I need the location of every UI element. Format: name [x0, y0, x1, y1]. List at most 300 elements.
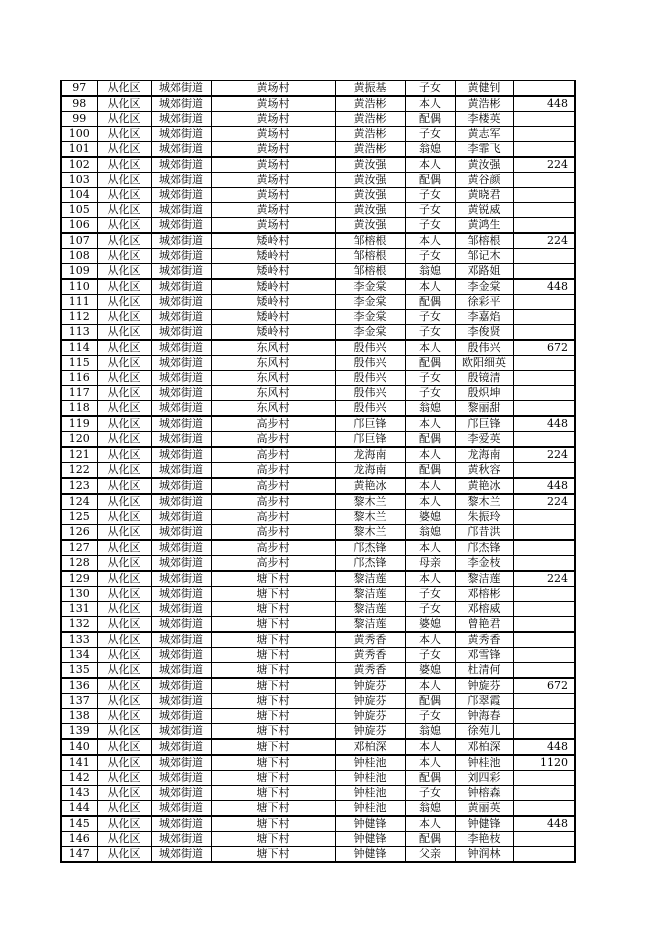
household-head-cell: 李金棠 [335, 295, 405, 310]
district-cell: 从化区 [97, 648, 151, 663]
amount-cell: 224 [513, 233, 575, 249]
district-cell: 从化区 [97, 525, 151, 541]
member-name-cell: 殷伟兴 [455, 340, 513, 356]
row-number: 99 [61, 112, 97, 127]
member-name-cell: 钟榕森 [455, 786, 513, 801]
street-cell: 城郊街道 [151, 264, 211, 280]
row-number: 104 [61, 188, 97, 203]
amount-cell [513, 632, 575, 648]
row-number: 106 [61, 218, 97, 234]
district-cell: 从化区 [97, 96, 151, 112]
table-row [61, 142, 575, 158]
relation-cell: 本人 [405, 632, 455, 648]
table-row [61, 249, 575, 264]
household-head-cell: 黄汝强 [335, 188, 405, 203]
amount-cell [513, 510, 575, 525]
table-row [61, 709, 575, 724]
household-head-cell: 钟健锋 [335, 816, 405, 832]
household-head-cell: 黎洁莲 [335, 617, 405, 633]
relation-cell: 翁媳 [405, 264, 455, 280]
row-number: 129 [61, 571, 97, 587]
household-head-cell: 李金棠 [335, 310, 405, 325]
row-number: 146 [61, 832, 97, 847]
village-cell: 东风村 [211, 386, 335, 401]
amount-cell: 448 [513, 739, 575, 755]
street-cell: 城郊街道 [151, 540, 211, 556]
village-cell: 塘下村 [211, 587, 335, 602]
member-name-cell: 邓榕彬 [455, 587, 513, 602]
member-name-cell: 黄锐威 [455, 203, 513, 218]
street-cell: 城郊街道 [151, 602, 211, 617]
village-cell: 高步村 [211, 447, 335, 463]
village-cell: 高步村 [211, 494, 335, 510]
household-head-cell: 黄振基 [335, 81, 405, 97]
district-cell: 从化区 [97, 233, 151, 249]
street-cell: 城郊街道 [151, 632, 211, 648]
relation-cell: 子女 [405, 218, 455, 234]
relation-cell: 子女 [405, 203, 455, 218]
household-head-cell: 钟桂池 [335, 786, 405, 801]
amount-cell [513, 540, 575, 556]
amount-cell [513, 295, 575, 310]
district-cell: 从化区 [97, 739, 151, 755]
household-head-cell: 黄汝强 [335, 173, 405, 188]
village-cell: 黄场村 [211, 203, 335, 218]
amount-cell [513, 401, 575, 417]
household-head-cell: 钟桂池 [335, 755, 405, 771]
row-number: 139 [61, 724, 97, 740]
amount-cell [513, 81, 575, 97]
district-cell: 从化区 [97, 401, 151, 417]
table-row [61, 678, 575, 694]
table-row [61, 81, 575, 97]
village-cell: 塘下村 [211, 602, 335, 617]
household-head-cell: 龙海南 [335, 463, 405, 479]
row-number: 116 [61, 371, 97, 386]
table-row [61, 556, 575, 572]
row-number: 136 [61, 678, 97, 694]
row-number: 147 [61, 847, 97, 863]
street-cell: 城郊街道 [151, 755, 211, 771]
district-cell: 从化区 [97, 632, 151, 648]
village-cell: 塘下村 [211, 755, 335, 771]
row-number: 108 [61, 249, 97, 264]
village-cell: 矮岭村 [211, 325, 335, 341]
district-cell: 从化区 [97, 295, 151, 310]
member-name-cell: 黄秀香 [455, 632, 513, 648]
row-number: 138 [61, 709, 97, 724]
street-cell: 城郊街道 [151, 678, 211, 694]
district-cell: 从化区 [97, 325, 151, 341]
village-cell: 黄场村 [211, 188, 335, 203]
district-cell: 从化区 [97, 386, 151, 401]
member-name-cell: 杜清何 [455, 663, 513, 679]
district-cell: 从化区 [97, 463, 151, 479]
relation-cell: 子女 [405, 127, 455, 142]
district-cell: 从化区 [97, 188, 151, 203]
relation-cell: 翁媳 [405, 724, 455, 740]
household-head-cell: 钟旋芬 [335, 678, 405, 694]
relation-cell: 本人 [405, 540, 455, 556]
table-row [61, 648, 575, 663]
district-cell: 从化区 [97, 203, 151, 218]
household-head-cell: 黄浩彬 [335, 127, 405, 142]
table-row [61, 724, 575, 740]
district-cell: 从化区 [97, 142, 151, 158]
relation-cell: 子女 [405, 786, 455, 801]
member-name-cell: 邝翠霞 [455, 694, 513, 709]
amount-cell [513, 356, 575, 371]
village-cell: 黄场村 [211, 157, 335, 173]
street-cell: 城郊街道 [151, 188, 211, 203]
row-number: 113 [61, 325, 97, 341]
village-cell: 塘下村 [211, 709, 335, 724]
table-row [61, 739, 575, 755]
relation-cell: 本人 [405, 233, 455, 249]
street-cell: 城郊街道 [151, 340, 211, 356]
street-cell: 城郊街道 [151, 694, 211, 709]
member-name-cell: 徐苑儿 [455, 724, 513, 740]
district-cell: 从化区 [97, 510, 151, 525]
district-cell: 从化区 [97, 173, 151, 188]
member-name-cell: 殷炽坤 [455, 386, 513, 401]
amount-cell [513, 847, 575, 863]
member-name-cell: 邝杰锋 [455, 540, 513, 556]
table-row [61, 310, 575, 325]
table-row [61, 432, 575, 448]
district-cell: 从化区 [97, 663, 151, 679]
relation-cell: 子女 [405, 325, 455, 341]
member-name-cell: 曾艳君 [455, 617, 513, 633]
member-name-cell: 李艳枝 [455, 832, 513, 847]
relation-cell: 子女 [405, 188, 455, 203]
relation-cell: 子女 [405, 386, 455, 401]
street-cell: 城郊街道 [151, 739, 211, 755]
row-number: 144 [61, 801, 97, 817]
street-cell: 城郊街道 [151, 203, 211, 218]
member-name-cell: 邓路姐 [455, 264, 513, 280]
street-cell: 城郊街道 [151, 832, 211, 847]
street-cell: 城郊街道 [151, 295, 211, 310]
district-cell: 从化区 [97, 771, 151, 786]
household-head-cell: 黎洁莲 [335, 587, 405, 602]
table-row [61, 540, 575, 556]
table-row [61, 632, 575, 648]
member-name-cell: 徐彩平 [455, 295, 513, 310]
row-number: 142 [61, 771, 97, 786]
street-cell: 城郊街道 [151, 816, 211, 832]
relation-cell: 子女 [405, 602, 455, 617]
relation-cell: 本人 [405, 478, 455, 494]
amount-cell: 672 [513, 678, 575, 694]
village-cell: 塘下村 [211, 724, 335, 740]
district-cell: 从化区 [97, 617, 151, 633]
village-cell: 塘下村 [211, 617, 335, 633]
street-cell: 城郊街道 [151, 525, 211, 541]
street-cell: 城郊街道 [151, 771, 211, 786]
row-number: 141 [61, 755, 97, 771]
member-name-cell: 黄志军 [455, 127, 513, 142]
village-cell: 塘下村 [211, 786, 335, 801]
village-cell: 高步村 [211, 432, 335, 448]
village-cell: 高步村 [211, 510, 335, 525]
table-row [61, 617, 575, 633]
row-number: 102 [61, 157, 97, 173]
member-name-cell: 钟桂池 [455, 755, 513, 771]
district-cell: 从化区 [97, 786, 151, 801]
row-number: 130 [61, 587, 97, 602]
row-number: 105 [61, 203, 97, 218]
district-cell: 从化区 [97, 494, 151, 510]
relation-cell: 本人 [405, 739, 455, 755]
district-cell: 从化区 [97, 709, 151, 724]
street-cell: 城郊街道 [151, 463, 211, 479]
amount-cell [513, 218, 575, 234]
street-cell: 城郊街道 [151, 432, 211, 448]
relation-cell: 配偶 [405, 173, 455, 188]
relation-cell: 配偶 [405, 832, 455, 847]
relation-cell: 本人 [405, 340, 455, 356]
district-cell: 从化区 [97, 755, 151, 771]
household-head-cell: 黄秀香 [335, 648, 405, 663]
table-row [61, 96, 575, 112]
street-cell: 城郊街道 [151, 663, 211, 679]
row-number: 97 [61, 81, 97, 97]
village-cell: 塘下村 [211, 816, 335, 832]
street-cell: 城郊街道 [151, 447, 211, 463]
district-cell: 从化区 [97, 724, 151, 740]
street-cell: 城郊街道 [151, 801, 211, 817]
amount-cell: 224 [513, 447, 575, 463]
household-head-cell: 钟桂池 [335, 771, 405, 786]
district-cell: 从化区 [97, 264, 151, 280]
member-name-cell: 黄谷颜 [455, 173, 513, 188]
household-head-cell: 邹榕根 [335, 264, 405, 280]
village-cell: 黄场村 [211, 96, 335, 112]
relation-cell: 本人 [405, 157, 455, 173]
member-name-cell: 刘四彩 [455, 771, 513, 786]
village-cell: 矮岭村 [211, 233, 335, 249]
village-cell: 东风村 [211, 401, 335, 417]
street-cell: 城郊街道 [151, 325, 211, 341]
table-row [61, 295, 575, 310]
amount-cell [513, 525, 575, 541]
table-body [61, 81, 575, 863]
amount-cell [513, 310, 575, 325]
amount-cell: 672 [513, 340, 575, 356]
household-head-cell: 殷伟兴 [335, 386, 405, 401]
relation-cell: 本人 [405, 447, 455, 463]
district-cell: 从化区 [97, 249, 151, 264]
district-cell: 从化区 [97, 81, 151, 97]
village-cell: 塘下村 [211, 678, 335, 694]
household-head-cell: 黎洁莲 [335, 602, 405, 617]
row-number: 110 [61, 279, 97, 295]
street-cell: 城郊街道 [151, 157, 211, 173]
street-cell: 城郊街道 [151, 249, 211, 264]
district-cell: 从化区 [97, 112, 151, 127]
street-cell: 城郊街道 [151, 709, 211, 724]
village-cell: 黄场村 [211, 142, 335, 158]
household-head-cell: 钟旋芬 [335, 724, 405, 740]
table-row [61, 816, 575, 832]
street-cell: 城郊街道 [151, 96, 211, 112]
row-number: 115 [61, 356, 97, 371]
row-number: 137 [61, 694, 97, 709]
household-head-cell: 邝巨锋 [335, 416, 405, 432]
table-row [61, 801, 575, 817]
member-name-cell: 钟海春 [455, 709, 513, 724]
street-cell: 城郊街道 [151, 847, 211, 863]
household-head-cell: 黄浩彬 [335, 142, 405, 158]
amount-cell [513, 142, 575, 158]
relation-cell: 配偶 [405, 295, 455, 310]
relation-cell: 配偶 [405, 112, 455, 127]
row-number: 123 [61, 478, 97, 494]
relation-cell: 配偶 [405, 463, 455, 479]
district-cell: 从化区 [97, 571, 151, 587]
table-row [61, 218, 575, 234]
amount-cell [513, 173, 575, 188]
member-name-cell: 黄丽英 [455, 801, 513, 817]
village-cell: 黄场村 [211, 173, 335, 188]
village-cell: 黄场村 [211, 127, 335, 142]
street-cell: 城郊街道 [151, 648, 211, 663]
table-row [61, 663, 575, 679]
district-cell: 从化区 [97, 832, 151, 847]
household-head-cell: 龙海南 [335, 447, 405, 463]
table-row [61, 279, 575, 295]
village-cell: 塘下村 [211, 771, 335, 786]
relation-cell: 子女 [405, 648, 455, 663]
amount-cell [513, 832, 575, 847]
row-number: 135 [61, 663, 97, 679]
district-cell: 从化区 [97, 602, 151, 617]
household-head-cell: 殷伟兴 [335, 371, 405, 386]
relation-cell: 本人 [405, 755, 455, 771]
street-cell: 城郊街道 [151, 218, 211, 234]
member-name-cell: 钟润林 [455, 847, 513, 863]
household-head-cell: 黄汝强 [335, 157, 405, 173]
household-head-cell: 黄汝强 [335, 203, 405, 218]
member-name-cell: 黄鸿生 [455, 218, 513, 234]
relation-cell: 本人 [405, 96, 455, 112]
amount-cell: 448 [513, 279, 575, 295]
table-row [61, 112, 575, 127]
row-number: 103 [61, 173, 97, 188]
household-head-cell: 邝杰锋 [335, 540, 405, 556]
household-head-cell: 李金棠 [335, 279, 405, 295]
street-cell: 城郊街道 [151, 617, 211, 633]
district-cell: 从化区 [97, 127, 151, 142]
street-cell: 城郊街道 [151, 401, 211, 417]
member-name-cell: 殷镜清 [455, 371, 513, 386]
member-name-cell: 黄秋容 [455, 463, 513, 479]
district-cell: 从化区 [97, 310, 151, 325]
amount-cell [513, 663, 575, 679]
member-name-cell: 李霏飞 [455, 142, 513, 158]
relation-cell: 翁媳 [405, 525, 455, 541]
member-name-cell: 邓雪锋 [455, 648, 513, 663]
village-cell: 黄场村 [211, 112, 335, 127]
table-row [61, 340, 575, 356]
member-name-cell: 黎洁莲 [455, 571, 513, 587]
amount-cell [513, 112, 575, 127]
amount-cell [513, 203, 575, 218]
street-cell: 城郊街道 [151, 356, 211, 371]
table-row [61, 525, 575, 541]
table-row [61, 416, 575, 432]
amount-cell [513, 587, 575, 602]
relation-cell: 翁媳 [405, 401, 455, 417]
member-name-cell: 龙海南 [455, 447, 513, 463]
amount-cell: 448 [513, 816, 575, 832]
relation-cell: 母亲 [405, 556, 455, 572]
amount-cell: 448 [513, 478, 575, 494]
row-number: 114 [61, 340, 97, 356]
household-head-cell: 黎木兰 [335, 510, 405, 525]
row-number: 100 [61, 127, 97, 142]
relation-cell: 本人 [405, 571, 455, 587]
district-cell: 从化区 [97, 447, 151, 463]
household-head-cell: 黄浩彬 [335, 112, 405, 127]
table-row [61, 463, 575, 479]
district-cell: 从化区 [97, 801, 151, 817]
row-number: 98 [61, 96, 97, 112]
relation-cell: 配偶 [405, 694, 455, 709]
table-row [61, 264, 575, 280]
member-name-cell: 黄汝强 [455, 157, 513, 173]
member-name-cell: 李楼英 [455, 112, 513, 127]
relation-cell: 子女 [405, 587, 455, 602]
household-head-cell: 钟健锋 [335, 832, 405, 847]
village-cell: 高步村 [211, 556, 335, 572]
amount-cell: 448 [513, 416, 575, 432]
row-number: 118 [61, 401, 97, 417]
street-cell: 城郊街道 [151, 587, 211, 602]
relation-cell: 子女 [405, 709, 455, 724]
table-row [61, 771, 575, 786]
household-head-cell: 黎洁莲 [335, 571, 405, 587]
relation-cell: 婆媳 [405, 617, 455, 633]
village-cell: 东风村 [211, 340, 335, 356]
relation-cell: 子女 [405, 310, 455, 325]
member-name-cell: 黎木兰 [455, 494, 513, 510]
village-cell: 黄场村 [211, 81, 335, 97]
relation-cell: 配偶 [405, 771, 455, 786]
district-cell: 从化区 [97, 279, 151, 295]
village-cell: 塘下村 [211, 847, 335, 863]
member-name-cell: 李爱英 [455, 432, 513, 448]
relation-cell: 配偶 [405, 432, 455, 448]
household-head-cell: 黎木兰 [335, 525, 405, 541]
amount-cell [513, 188, 575, 203]
member-name-cell: 邝巨锋 [455, 416, 513, 432]
amount-cell: 224 [513, 494, 575, 510]
household-head-cell: 钟旋芬 [335, 694, 405, 709]
table-row [61, 386, 575, 401]
row-number: 119 [61, 416, 97, 432]
row-number: 145 [61, 816, 97, 832]
row-number: 132 [61, 617, 97, 633]
village-cell: 塘下村 [211, 694, 335, 709]
district-cell: 从化区 [97, 356, 151, 371]
amount-cell [513, 694, 575, 709]
amount-cell [513, 432, 575, 448]
household-head-cell: 黄汝强 [335, 218, 405, 234]
amount-cell [513, 709, 575, 724]
member-name-cell: 黎丽甜 [455, 401, 513, 417]
